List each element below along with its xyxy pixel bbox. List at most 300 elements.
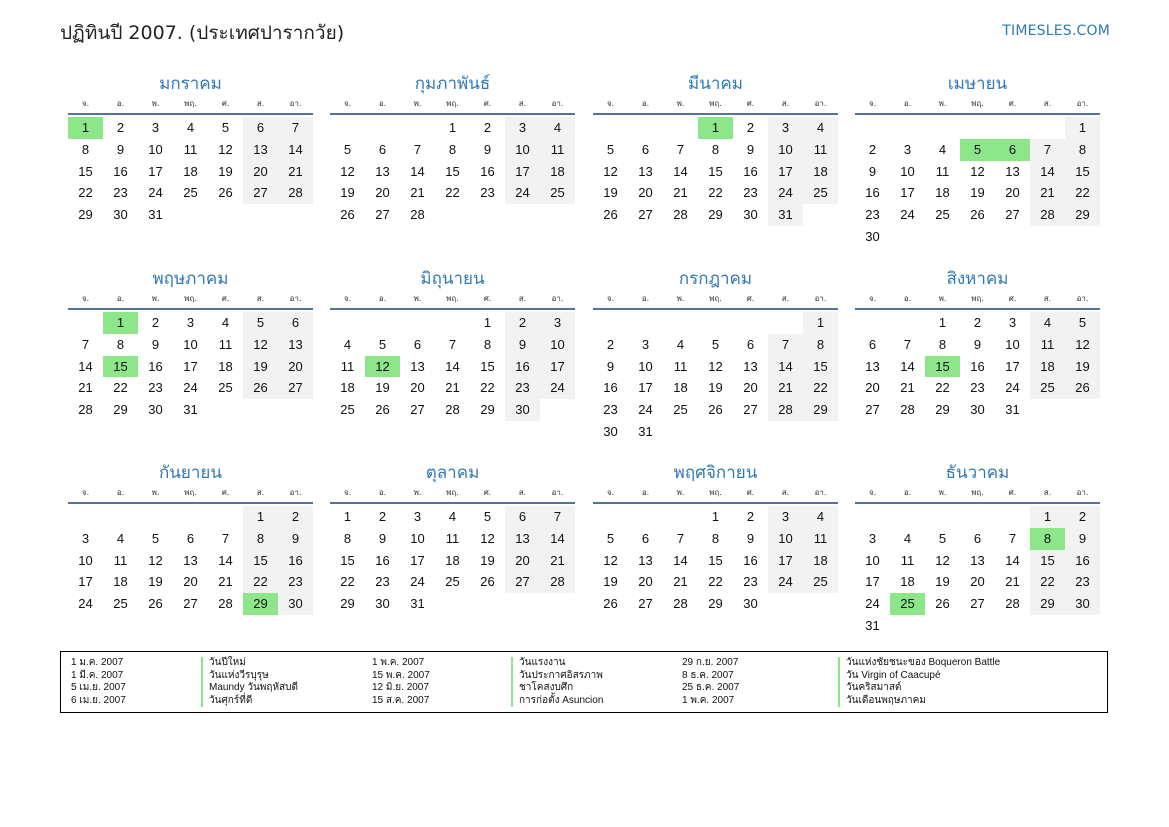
day-cell[interactable]: 15	[708, 552, 723, 568]
day-cell[interactable]: 4	[803, 117, 838, 139]
day-cell[interactable]: 10	[768, 139, 803, 161]
day-cell[interactable]: 4	[116, 530, 125, 546]
day-cell[interactable]: 10	[1005, 336, 1020, 352]
day-cell[interactable]: 13	[638, 552, 653, 568]
day-cell[interactable]: 29	[935, 402, 950, 418]
day-cell[interactable]: 22	[445, 185, 460, 201]
day-cell[interactable]: 25	[935, 207, 950, 223]
day-cell[interactable]: 6	[868, 336, 877, 352]
day-cell[interactable]: 10	[900, 163, 915, 179]
day-cell[interactable]: 22	[1030, 571, 1065, 593]
day-cell[interactable]: 5	[711, 336, 720, 352]
day-cell[interactable]: 10	[78, 552, 93, 568]
day-cell[interactable]: 28	[673, 596, 688, 612]
day-cell[interactable]: 4	[903, 530, 912, 546]
day-cell[interactable]: 9	[746, 141, 755, 157]
day-cell[interactable]: 12	[480, 530, 495, 546]
day-cell[interactable]: 30	[113, 207, 128, 223]
day-cell[interactable]: 20	[505, 550, 540, 572]
day-cell[interactable]: 24	[505, 182, 540, 204]
day-cell[interactable]: 11	[935, 163, 950, 179]
day-cell[interactable]: 3	[540, 312, 575, 334]
day-cell[interactable]: 15	[243, 550, 278, 572]
day-cell[interactable]: 5	[1065, 312, 1100, 334]
day-cell[interactable]: 4	[540, 117, 575, 139]
day-cell[interactable]: 11	[540, 139, 575, 161]
day-cell[interactable]: 25	[218, 380, 233, 396]
day-cell[interactable]: 16	[743, 552, 758, 568]
day-cell[interactable]: 9	[483, 141, 492, 157]
day-cell[interactable]: 24	[1005, 380, 1020, 396]
day-cell[interactable]: 22	[803, 377, 838, 399]
day-cell[interactable]: 9	[505, 334, 540, 356]
day-cell[interactable]: 8	[711, 530, 720, 546]
day-cell[interactable]: 24	[768, 571, 803, 593]
day-cell[interactable]: 27	[183, 596, 198, 612]
day-cell[interactable]: 27	[865, 402, 880, 418]
day-cell[interactable]: 18	[218, 358, 233, 374]
day-cell[interactable]: 20	[970, 574, 985, 590]
day-cell[interactable]: 11	[340, 358, 355, 374]
day-cell[interactable]: 20	[638, 574, 653, 590]
day-cell[interactable]: 2	[868, 141, 877, 157]
day-cell[interactable]: 3	[1008, 315, 1017, 330]
day-cell[interactable]: 30	[278, 593, 313, 615]
day-cell[interactable]: 29	[340, 596, 355, 612]
day-cell[interactable]: 21	[540, 550, 575, 572]
day-cell[interactable]: 21	[900, 380, 915, 396]
day-cell[interactable]: 22	[480, 380, 495, 396]
day-cell[interactable]: 28	[218, 596, 233, 612]
day-cell[interactable]: 26	[375, 402, 390, 418]
day-cell[interactable]: 17	[768, 550, 803, 572]
day-cell[interactable]: 6	[186, 530, 195, 546]
day-cell[interactable]: 7	[448, 336, 457, 352]
day-cell[interactable]: 13	[243, 139, 278, 161]
day-cell[interactable]: 10	[540, 334, 575, 356]
day-cell[interactable]: 3	[768, 506, 803, 528]
day-cell[interactable]: 2	[973, 315, 982, 330]
day-cell[interactable]: 26	[243, 377, 278, 399]
day-cell[interactable]: 1	[1065, 117, 1100, 139]
day-cell[interactable]: 19	[243, 356, 278, 378]
day-cell[interactable]: 20	[1005, 185, 1020, 201]
day-cell[interactable]: 5	[378, 336, 387, 352]
day-cell[interactable]: 18	[183, 163, 198, 179]
day-cell[interactable]: 1	[938, 315, 947, 330]
day-cell[interactable]: 28	[410, 207, 425, 223]
day-cell[interactable]: 14	[540, 528, 575, 550]
day-cell[interactable]: 22	[935, 380, 950, 396]
day-cell[interactable]: 13	[375, 163, 390, 179]
day-cell[interactable]: 6	[378, 141, 387, 157]
day-cell[interactable]: 6	[278, 312, 313, 334]
day-cell[interactable]: 5	[483, 509, 492, 524]
day-cell[interactable]: 26	[148, 596, 163, 612]
day-cell[interactable]: 21	[768, 377, 803, 399]
day-cell[interactable]: 11	[218, 336, 233, 352]
day-cell[interactable]: 14	[278, 139, 313, 161]
day-cell[interactable]: 22	[340, 574, 355, 590]
day-cell[interactable]: 17	[900, 185, 915, 201]
day-cell[interactable]: 10	[865, 552, 880, 568]
holiday-day-cell[interactable]: 1	[698, 117, 733, 139]
day-cell[interactable]: 16	[148, 358, 163, 374]
day-cell[interactable]: 7	[221, 530, 230, 546]
day-cell[interactable]: 25	[445, 574, 460, 590]
day-cell[interactable]: 5	[243, 312, 278, 334]
day-cell[interactable]: 28	[445, 402, 460, 418]
day-cell[interactable]: 28	[900, 402, 915, 418]
day-cell[interactable]: 28	[540, 571, 575, 593]
day-cell[interactable]: 14	[768, 356, 803, 378]
day-cell[interactable]: 6	[243, 117, 278, 139]
day-cell[interactable]: 9	[378, 530, 387, 546]
day-cell[interactable]: 8	[81, 141, 90, 157]
day-cell[interactable]: 13	[278, 334, 313, 356]
day-cell[interactable]: 6	[746, 336, 755, 352]
day-cell[interactable]: 22	[113, 380, 128, 396]
day-cell[interactable]: 2	[151, 315, 160, 330]
day-cell[interactable]: 21	[1030, 182, 1065, 204]
day-cell[interactable]: 26	[970, 207, 985, 223]
day-cell[interactable]: 7	[768, 334, 803, 356]
day-cell[interactable]: 23	[603, 402, 618, 418]
day-cell[interactable]: 21	[78, 380, 93, 396]
day-cell[interactable]: 13	[410, 358, 425, 374]
day-cell[interactable]: 19	[148, 574, 163, 590]
day-cell[interactable]: 31	[768, 204, 803, 226]
day-cell[interactable]: 16	[603, 380, 618, 396]
day-cell[interactable]: 28	[768, 399, 803, 421]
day-cell[interactable]: 22	[243, 571, 278, 593]
day-cell[interactable]: 8	[448, 141, 457, 157]
day-cell[interactable]: 9	[606, 358, 615, 374]
holiday-day-cell[interactable]: 8	[1030, 528, 1065, 550]
day-cell[interactable]: 5	[221, 120, 230, 135]
day-cell[interactable]: 27	[743, 402, 758, 418]
day-cell[interactable]: 25	[803, 182, 838, 204]
day-cell[interactable]: 7	[1030, 139, 1065, 161]
day-cell[interactable]: 29	[480, 402, 495, 418]
day-cell[interactable]: 11	[673, 358, 688, 374]
day-cell[interactable]: 20	[865, 380, 880, 396]
day-cell[interactable]: 25	[340, 402, 355, 418]
day-cell[interactable]: 19	[218, 163, 233, 179]
day-cell[interactable]: 18	[340, 380, 355, 396]
day-cell[interactable]: 20	[243, 161, 278, 183]
day-cell[interactable]: 2	[378, 509, 387, 524]
day-cell[interactable]: 12	[243, 334, 278, 356]
day-cell[interactable]: 20	[183, 574, 198, 590]
day-cell[interactable]: 12	[603, 552, 618, 568]
day-cell[interactable]: 16	[375, 552, 390, 568]
day-cell[interactable]: 5	[343, 141, 352, 157]
day-cell[interactable]: 15	[803, 356, 838, 378]
day-cell[interactable]: 25	[183, 185, 198, 201]
day-cell[interactable]: 1	[243, 506, 278, 528]
day-cell[interactable]: 21	[673, 185, 688, 201]
day-cell[interactable]: 29	[78, 207, 93, 223]
day-cell[interactable]: 15	[708, 163, 723, 179]
day-cell[interactable]: 26	[935, 596, 950, 612]
day-cell[interactable]: 15	[340, 552, 355, 568]
day-cell[interactable]: 3	[641, 336, 650, 352]
day-cell[interactable]: 30	[970, 402, 985, 418]
day-cell[interactable]: 24	[900, 207, 915, 223]
day-cell[interactable]: 11	[113, 552, 128, 568]
day-cell[interactable]: 17	[865, 574, 880, 590]
day-cell[interactable]: 14	[900, 358, 915, 374]
day-cell[interactable]: 26	[1065, 377, 1100, 399]
day-cell[interactable]: 30	[603, 423, 618, 439]
day-cell[interactable]: 18	[935, 185, 950, 201]
day-cell[interactable]: 28	[78, 402, 93, 418]
day-cell[interactable]: 21	[673, 574, 688, 590]
day-cell[interactable]: 13	[1005, 163, 1020, 179]
day-cell[interactable]: 19	[375, 380, 390, 396]
day-cell[interactable]: 23	[480, 185, 495, 201]
day-cell[interactable]: 24	[768, 182, 803, 204]
day-cell[interactable]: 11	[900, 552, 915, 568]
day-cell[interactable]: 4	[938, 141, 947, 157]
day-cell[interactable]: 28	[673, 207, 688, 223]
day-cell[interactable]: 29	[803, 399, 838, 421]
day-cell[interactable]: 30	[743, 207, 758, 223]
day-cell[interactable]: 7	[81, 336, 90, 352]
day-cell[interactable]: 13	[743, 358, 758, 374]
day-cell[interactable]: 6	[641, 530, 650, 546]
day-cell[interactable]: 17	[540, 356, 575, 378]
day-cell[interactable]: 3	[81, 530, 90, 546]
day-cell[interactable]: 19	[970, 185, 985, 201]
day-cell[interactable]: 31	[183, 402, 198, 418]
day-cell[interactable]: 12	[340, 163, 355, 179]
day-cell[interactable]: 2	[483, 120, 492, 135]
day-cell[interactable]: 16	[970, 358, 985, 374]
holiday-day-cell[interactable]: 1	[68, 117, 103, 139]
day-cell[interactable]: 15	[1030, 550, 1065, 572]
day-cell[interactable]: 20	[278, 356, 313, 378]
day-cell[interactable]: 11	[445, 530, 460, 546]
day-cell[interactable]: 18	[113, 574, 128, 590]
day-cell[interactable]: 25	[113, 596, 128, 612]
day-cell[interactable]: 26	[340, 207, 355, 223]
day-cell[interactable]: 9	[868, 163, 877, 179]
day-cell[interactable]: 17	[768, 161, 803, 183]
day-cell[interactable]: 10	[183, 336, 198, 352]
day-cell[interactable]: 9	[746, 530, 755, 546]
day-cell[interactable]: 24	[78, 596, 93, 612]
day-cell[interactable]: 19	[1065, 356, 1100, 378]
day-cell[interactable]: 1	[448, 120, 457, 135]
day-cell[interactable]: 8	[116, 336, 125, 352]
day-cell[interactable]: 22	[708, 574, 723, 590]
day-cell[interactable]: 12	[708, 358, 723, 374]
day-cell[interactable]: 4	[676, 336, 685, 352]
day-cell[interactable]: 3	[186, 315, 195, 330]
day-cell[interactable]: 29	[708, 596, 723, 612]
day-cell[interactable]: 23	[970, 380, 985, 396]
day-cell[interactable]: 8	[1065, 139, 1100, 161]
day-cell[interactable]: 8	[243, 528, 278, 550]
day-cell[interactable]: 19	[603, 185, 618, 201]
day-cell[interactable]: 7	[676, 141, 685, 157]
day-cell[interactable]: 14	[218, 552, 233, 568]
day-cell[interactable]: 3	[505, 117, 540, 139]
day-cell[interactable]: 23	[865, 207, 880, 223]
day-cell[interactable]: 10	[505, 139, 540, 161]
day-cell[interactable]: 20	[375, 185, 390, 201]
day-cell[interactable]: 2	[278, 506, 313, 528]
day-cell[interactable]: 25	[540, 182, 575, 204]
day-cell[interactable]: 14	[1005, 552, 1020, 568]
day-cell[interactable]: 17	[1005, 358, 1020, 374]
day-cell[interactable]: 24	[410, 574, 425, 590]
day-cell[interactable]: 1	[483, 315, 492, 330]
day-cell[interactable]: 29	[708, 207, 723, 223]
day-cell[interactable]: 14	[410, 163, 425, 179]
day-cell[interactable]: 23	[743, 185, 758, 201]
holiday-day-cell[interactable]: 1	[103, 312, 138, 334]
day-cell[interactable]: 5	[938, 530, 947, 546]
day-cell[interactable]: 12	[1065, 334, 1100, 356]
holiday-day-cell[interactable]: 29	[243, 593, 278, 615]
holiday-day-cell[interactable]: 6	[995, 139, 1030, 161]
day-cell[interactable]: 17	[410, 552, 425, 568]
day-cell[interactable]: 9	[116, 141, 125, 157]
day-cell[interactable]: 30	[1065, 593, 1100, 615]
site-link[interactable]: TIMESLES.COM	[1002, 23, 1110, 39]
day-cell[interactable]: 12	[603, 163, 618, 179]
day-cell[interactable]: 24	[865, 596, 880, 612]
day-cell[interactable]: 30	[375, 596, 390, 612]
day-cell[interactable]: 10	[410, 530, 425, 546]
day-cell[interactable]: 20	[743, 380, 758, 396]
day-cell[interactable]: 31	[865, 617, 880, 633]
day-cell[interactable]: 27	[1005, 207, 1020, 223]
day-cell[interactable]: 17	[78, 574, 93, 590]
day-cell[interactable]: 31	[638, 423, 653, 439]
day-cell[interactable]: 2	[116, 120, 125, 135]
day-cell[interactable]: 2	[1065, 506, 1100, 528]
day-cell[interactable]: 11	[803, 528, 838, 550]
day-cell[interactable]: 15	[78, 163, 93, 179]
day-cell[interactable]: 10	[148, 141, 163, 157]
day-cell[interactable]: 14	[1030, 161, 1065, 183]
day-cell[interactable]: 14	[445, 358, 460, 374]
day-cell[interactable]: 7	[676, 530, 685, 546]
day-cell[interactable]: 27	[638, 596, 653, 612]
holiday-day-cell[interactable]: 15	[925, 356, 960, 378]
day-cell[interactable]: 9	[973, 336, 982, 352]
day-cell[interactable]: 2	[746, 509, 755, 524]
day-cell[interactable]: 27	[278, 377, 313, 399]
day-cell[interactable]: 7	[278, 117, 313, 139]
day-cell[interactable]: 11	[183, 141, 198, 157]
day-cell[interactable]: 22	[78, 185, 93, 201]
day-cell[interactable]: 17	[638, 380, 653, 396]
day-cell[interactable]: 6	[505, 506, 540, 528]
day-cell[interactable]: 5	[606, 141, 615, 157]
day-cell[interactable]: 27	[375, 207, 390, 223]
day-cell[interactable]: 23	[148, 380, 163, 396]
day-cell[interactable]: 19	[708, 380, 723, 396]
day-cell[interactable]: 23	[113, 185, 128, 201]
day-cell[interactable]: 31	[1005, 402, 1020, 418]
day-cell[interactable]: 3	[868, 530, 877, 546]
day-cell[interactable]: 4	[186, 120, 195, 135]
day-cell[interactable]: 8	[938, 336, 947, 352]
day-cell[interactable]: 1	[711, 509, 720, 524]
day-cell[interactable]: 7	[1008, 530, 1017, 546]
day-cell[interactable]: 4	[343, 336, 352, 352]
day-cell[interactable]: 19	[480, 552, 495, 568]
day-cell[interactable]: 11	[1030, 334, 1065, 356]
day-cell[interactable]: 16	[743, 163, 758, 179]
day-cell[interactable]: 28	[278, 182, 313, 204]
day-cell[interactable]: 4	[448, 509, 457, 524]
day-cell[interactable]: 23	[1065, 571, 1100, 593]
day-cell[interactable]: 9	[1065, 528, 1100, 550]
day-cell[interactable]: 21	[1005, 574, 1020, 590]
day-cell[interactable]: 21	[445, 380, 460, 396]
day-cell[interactable]: 18	[1030, 356, 1065, 378]
day-cell[interactable]: 10	[638, 358, 653, 374]
day-cell[interactable]: 2	[746, 120, 755, 135]
day-cell[interactable]: 10	[768, 528, 803, 550]
day-cell[interactable]: 13	[505, 528, 540, 550]
day-cell[interactable]: 8	[803, 334, 838, 356]
day-cell[interactable]: 22	[1065, 182, 1100, 204]
day-cell[interactable]: 3	[768, 117, 803, 139]
day-cell[interactable]: 21	[410, 185, 425, 201]
day-cell[interactable]: 26	[603, 207, 618, 223]
day-cell[interactable]: 16	[1065, 550, 1100, 572]
day-cell[interactable]: 26	[480, 574, 495, 590]
day-cell[interactable]: 3	[903, 141, 912, 157]
day-cell[interactable]: 16	[505, 356, 540, 378]
day-cell[interactable]: 16	[278, 550, 313, 572]
day-cell[interactable]: 30	[148, 402, 163, 418]
day-cell[interactable]: 17	[505, 161, 540, 183]
day-cell[interactable]: 28	[1005, 596, 1020, 612]
day-cell[interactable]: 5	[606, 530, 615, 546]
day-cell[interactable]: 18	[445, 552, 460, 568]
day-cell[interactable]: 13	[970, 552, 985, 568]
day-cell[interactable]: 26	[218, 185, 233, 201]
day-cell[interactable]: 30	[865, 228, 880, 244]
day-cell[interactable]: 18	[900, 574, 915, 590]
day-cell[interactable]: 12	[218, 141, 233, 157]
day-cell[interactable]: 19	[935, 574, 950, 590]
day-cell[interactable]: 9	[278, 528, 313, 550]
day-cell[interactable]: 19	[340, 185, 355, 201]
day-cell[interactable]: 26	[603, 596, 618, 612]
day-cell[interactable]: 4	[803, 506, 838, 528]
holiday-day-cell[interactable]: 15	[103, 356, 138, 378]
day-cell[interactable]: 21	[278, 161, 313, 183]
day-cell[interactable]: 4	[221, 315, 230, 330]
day-cell[interactable]: 1	[1030, 506, 1065, 528]
day-cell[interactable]: 17	[183, 358, 198, 374]
day-cell[interactable]: 23	[375, 574, 390, 590]
day-cell[interactable]: 13	[638, 163, 653, 179]
day-cell[interactable]: 6	[413, 336, 422, 352]
day-cell[interactable]: 8	[483, 336, 492, 352]
day-cell[interactable]: 24	[183, 380, 198, 396]
day-cell[interactable]: 20	[410, 380, 425, 396]
